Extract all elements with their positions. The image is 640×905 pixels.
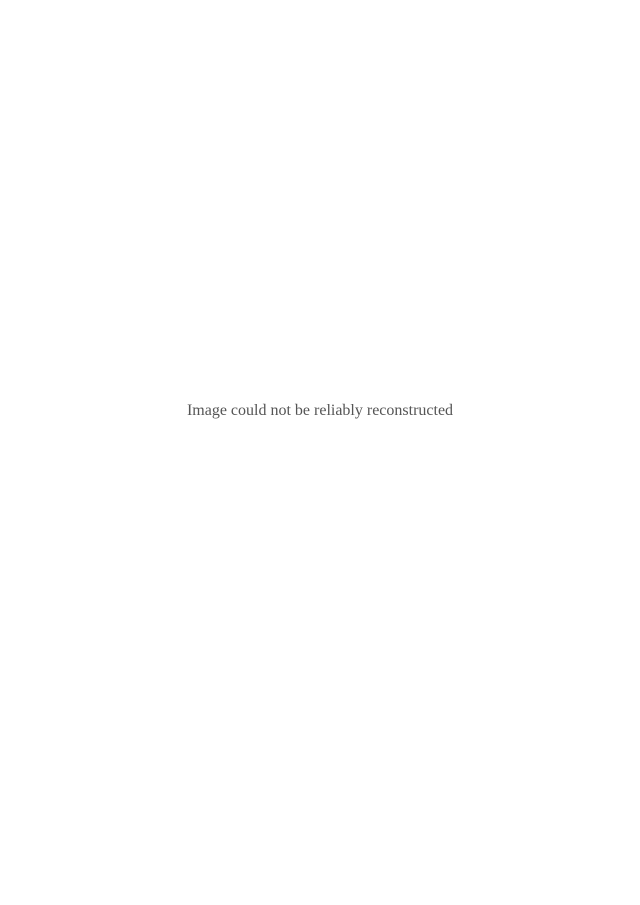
reconstruction-notice: Image could not be reliably reconstructed bbox=[186, 402, 454, 419]
